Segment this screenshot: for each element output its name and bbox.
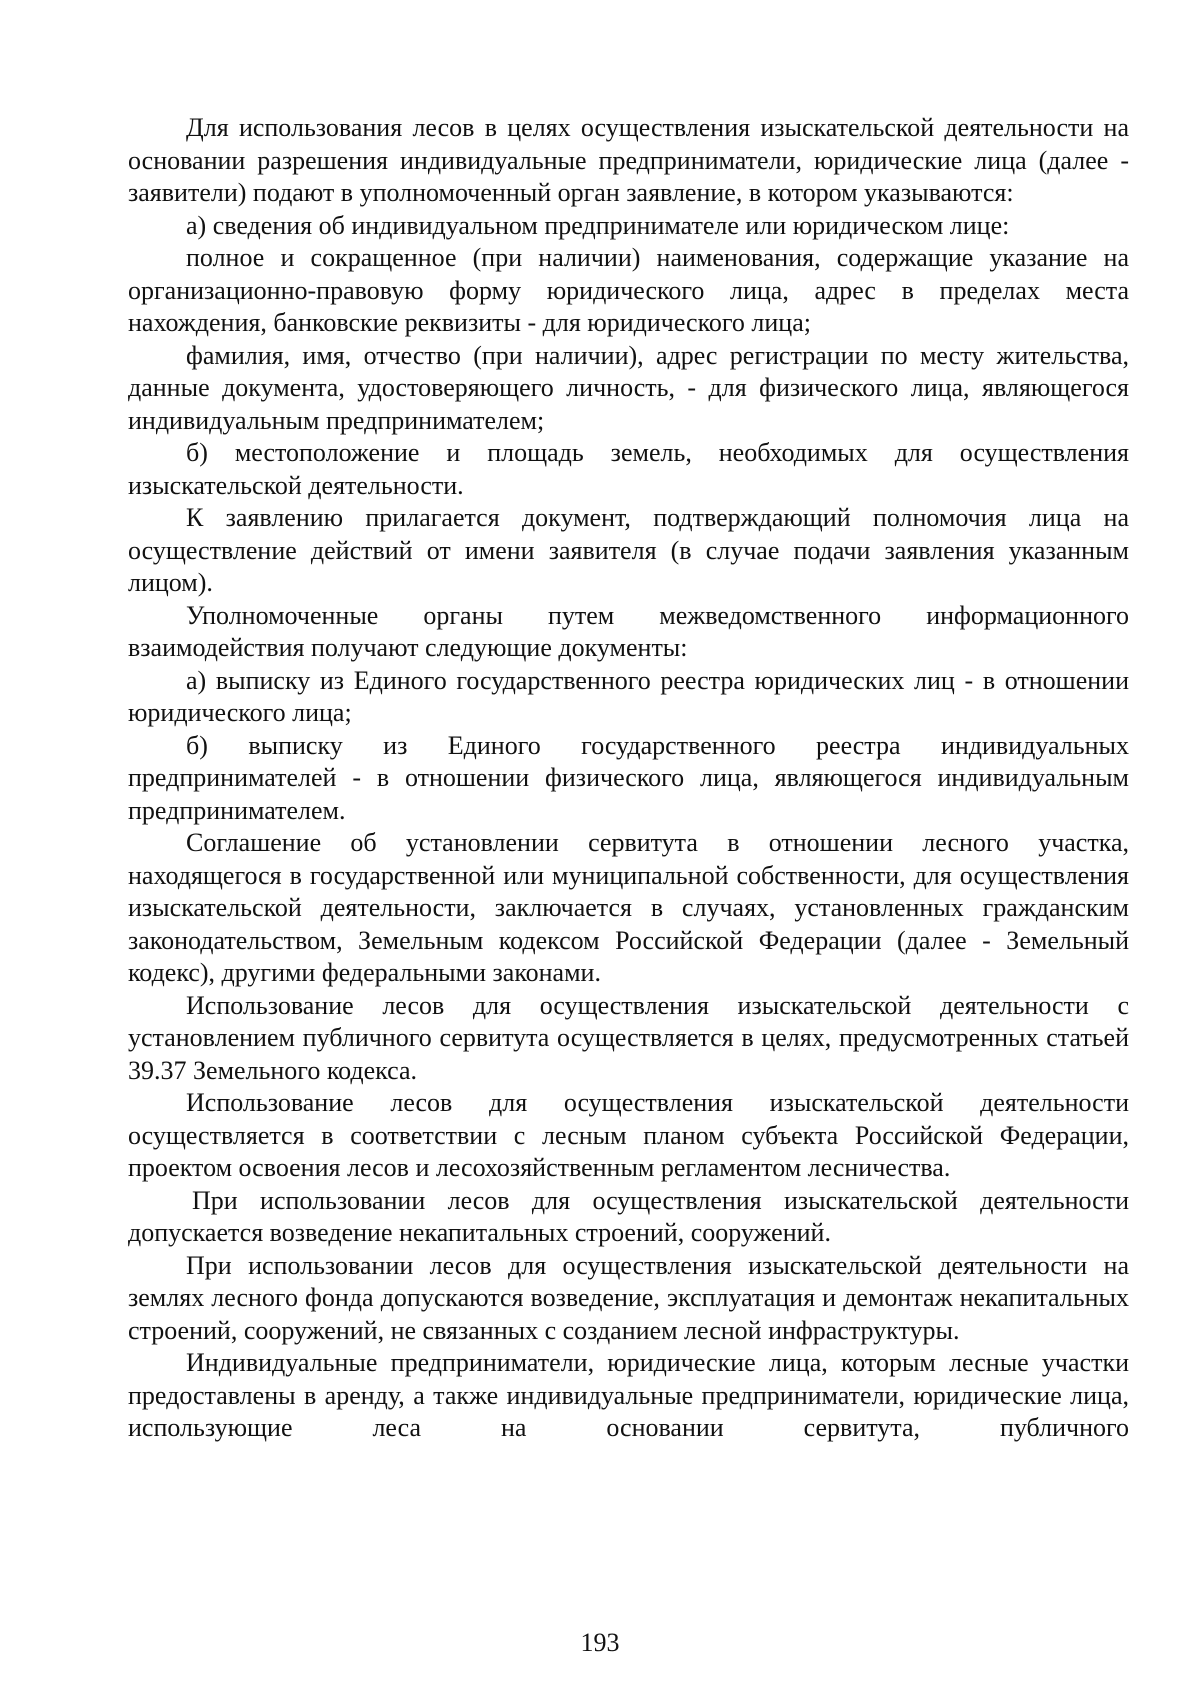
paragraph-extract-entrepreneurs: б) выписку из Единого государственного реестра индивидуальных предпринимателей - в отношении физического лица, являющегося индивидуальным предпринимателем.: [128, 730, 1129, 825]
paragraph-individual-details: фамилия, имя, отчество (при наличии), адрес регистрации по месту жительства, данные документа, удостоверяющего личность, - для физического лица, являющегося индивидуальным предпринимателем;: [128, 340, 1129, 435]
paragraph-forest-fund-lands: При использовании лесов для осуществления изыскательской деятельности на землях лесного фонда допускаются возведение, эксплуатация и демонтаж некапитальных строений, сооружений, не связанных с созданием лесной инфраструктуры.: [128, 1250, 1129, 1345]
page-number: 193: [580, 1628, 620, 1657]
paragraph-legal-entity-details: полное и сокращенное (при наличии) наименования, содержащие указание на организационно-правовую форму юридического лица, адрес в пределах места нахождения, банковские реквизиты - для юридического лица;: [128, 243, 1129, 337]
paragraph-forest-plan-compliance: Использование лесов для осуществления изыскательской деятельности осуществляется в соответствии с лесным планом субъекта Российской Федерации, проектом освоения лесов и лесохозяйственным регламентом лесничества.: [128, 1088, 1129, 1182]
paragraph-item-a-info: а) сведения об индивидуальном предпринимателе или юридическом лице:: [186, 210, 1010, 240]
paragraph-public-servitude: Использование лесов для осуществления изыскательской деятельности с установлением публичного сервитута осуществляется в целях, предусмотренных статьей 39.37 Земельного кодекса.: [128, 990, 1129, 1085]
paragraph-extract-legal-entities: а) выписку из Единого государственного реестра юридических лиц - в отношении юридического лица;: [128, 665, 1129, 727]
paragraph-lease-holders: Индивидуальные предприниматели, юридические лица, которым лесные участки предоставлены в аренду, а также индивидуальные предприниматели, юридические лица, использующие леса на основании сервитута, публичного: [128, 1348, 1129, 1442]
paragraph-interagency-request: Уполномоченные органы путем межведомственного информационного взаимодействия получают следующие документы:: [128, 600, 1129, 662]
paragraph-item-b-location: б) местоположение и площадь земель, необходимых для осуществления изыскательской деятельности.: [128, 438, 1129, 500]
paragraph-application-intro: Для использования лесов в целях осуществления изыскательской деятельности на основании разрешения индивидуальные предприниматели, юридические лица (далее - заявители) подают в уполномоченный орган заявление, в котором указываются:: [128, 113, 1129, 207]
document-body: [128, 112, 1129, 1445]
paragraph-non-capital-structures: При использовании лесов для осуществления изыскательской деятельности допускается возведение некапитальных строений, сооружений.: [128, 1185, 1129, 1247]
paragraph-servitude-agreement: Соглашение об установлении сервитута в отношении лесного участка, находящегося в государственной или муниципальной собственности, для осуществления изыскательской деятельности, заключается в случаях, установленных гражданским законодательством, Земельным кодексом Российской Федерации (далее - Земельный кодекс), другими федеральными законами.: [128, 828, 1129, 987]
paragraph-attached-document: К заявлению прилагается документ, подтверждающий полномочия лица на осуществление действий от имени заявителя (в случае подачи заявления указанным лицом).: [128, 503, 1129, 597]
